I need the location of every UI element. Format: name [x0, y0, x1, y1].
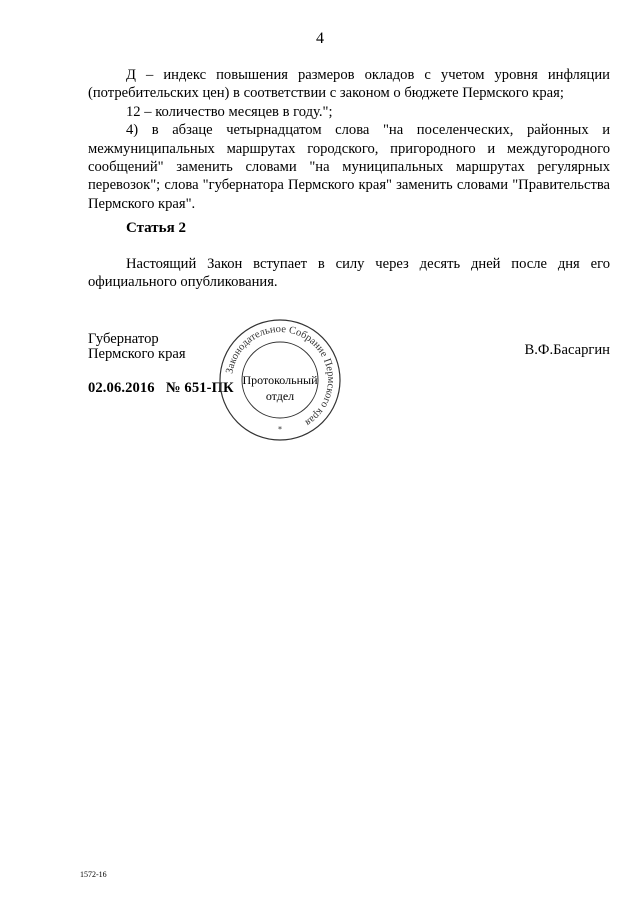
footer-code: 1572-16 — [80, 870, 107, 879]
paragraph-months: 12 – количество месяцев в году."; — [126, 103, 333, 120]
paragraph-index-definition: Д – индекс повышения размеров окладов с учетом уровня инфляции (потребительских цен) в соответствии с законом о бюджете Пермского края; — [88, 67, 610, 102]
document-date: 02.06.2016 — [88, 380, 155, 396]
stamp-inner-line1: Протокольный — [242, 373, 318, 387]
article-text: Настоящий Закон вступает в силу через десять дней после дня его официального опубликования. — [88, 256, 610, 291]
stamp-inner-text — [240, 372, 320, 404]
article-body — [88, 255, 610, 292]
signatory-role — [88, 332, 186, 362]
signatory-role-line1: Губернатор — [88, 331, 159, 347]
stamp-ring-text: Законодательное Собрание Пермского края — [224, 323, 337, 428]
signatory-name: В.Ф.Басаргин — [524, 342, 610, 358]
page-number: 4 — [316, 30, 324, 47]
document-date-number — [88, 380, 234, 397]
amendment-text — [88, 66, 610, 213]
paragraph-amendment-4: 4) в абзаце четырнадцатом слова "на поселенческих, районных и межмуниципальных маршрутах городского, пригородного и междугородного сообщений" заменить словами "на муниципальных маршрутах регулярных перевозок"; слова "губернатора Пермского края" заменить словами "Правительства Пермского края". — [88, 122, 610, 212]
stamp-inner-line2: отдел — [265, 389, 295, 403]
signatory-role-line2: Пермского края — [88, 346, 186, 362]
stamp-star-icon: * — [278, 425, 282, 434]
article-heading: Статья 2 — [126, 220, 186, 236]
document-number: № 651-ПК — [165, 380, 234, 396]
